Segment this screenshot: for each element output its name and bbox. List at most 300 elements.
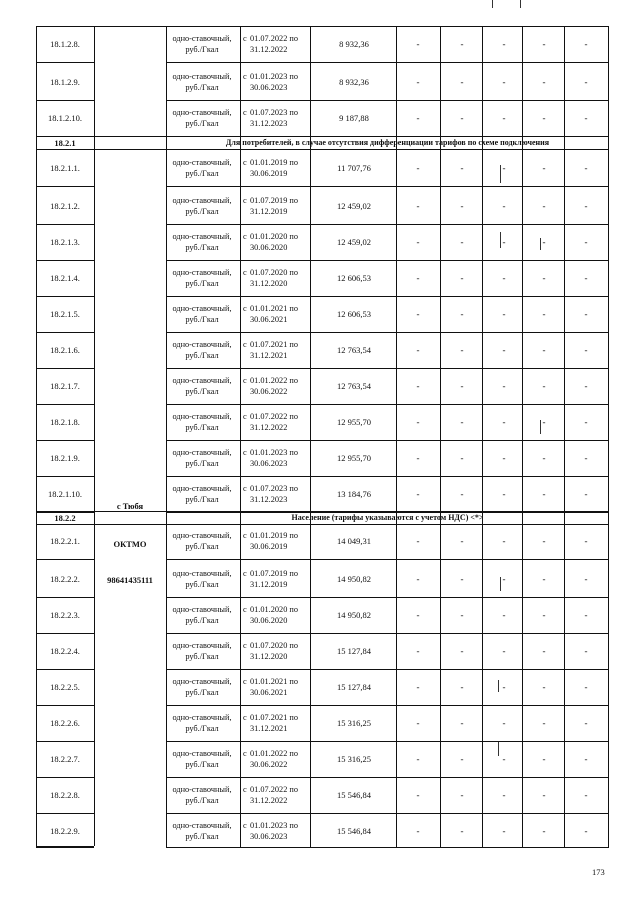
period-end: 30.06.2022 xyxy=(250,760,288,769)
period-start: 01.01.2023 по xyxy=(250,448,298,457)
tariff-unit-line: одно-ставочный, xyxy=(172,108,232,117)
period-line xyxy=(243,651,310,662)
period-line xyxy=(243,267,310,278)
empty-cell-dash: - xyxy=(542,646,546,656)
tariff-unit xyxy=(166,267,238,289)
period-line xyxy=(243,314,310,325)
tariff-period xyxy=(240,640,310,662)
row-rule xyxy=(166,559,608,560)
scan-mark xyxy=(500,165,501,183)
row-code: 18.2.2.2. xyxy=(50,574,80,584)
empty-cell-dash: - xyxy=(542,345,546,355)
period-line xyxy=(243,350,310,361)
empty-cell-dash: - xyxy=(416,718,420,728)
tariff-unit xyxy=(166,339,238,361)
period-line xyxy=(243,157,310,168)
period-start: 01.01.2023 по xyxy=(250,72,298,81)
empty-cell-dash: - xyxy=(460,536,464,546)
tariff-unit-line: руб./Гкал xyxy=(185,724,219,733)
row-rule xyxy=(36,777,94,778)
tariff-value: 12 459,02 xyxy=(337,201,371,211)
period-prefix: с xyxy=(243,569,247,578)
period-start: 01.01.2021 по xyxy=(250,677,298,686)
tariff-value: 14 950,82 xyxy=(337,610,371,620)
empty-cell-dash: - xyxy=(502,345,506,355)
empty-cell-dash: - xyxy=(460,163,464,173)
tariff-value: 15 546,84 xyxy=(337,826,371,836)
tariff-unit xyxy=(166,157,238,179)
period-line xyxy=(243,784,310,795)
period-line xyxy=(243,82,310,93)
row-code: 18.2.1.6. xyxy=(50,345,80,355)
period-line xyxy=(243,33,310,44)
empty-cell-dash: - xyxy=(502,754,506,764)
empty-cell-dash: - xyxy=(542,77,546,87)
empty-cell-dash: - xyxy=(584,453,588,463)
section-title: Для потребителей, в случае отсутствия дифференциации тарифов по схеме подключения xyxy=(225,138,550,147)
period-line xyxy=(243,604,310,615)
row-rule xyxy=(166,669,608,670)
row-code: 18.2.2.4. xyxy=(50,646,80,656)
tariff-unit xyxy=(166,33,238,55)
empty-cell-dash: - xyxy=(460,77,464,87)
empty-cell-dash: - xyxy=(584,489,588,499)
tariff-unit-line: одно-ставочный, xyxy=(172,569,232,578)
period-end: 30.06.2023 xyxy=(250,832,288,841)
period-line xyxy=(243,494,310,505)
tariff-unit xyxy=(166,712,238,734)
row-rule xyxy=(36,440,94,441)
row-code: 18.2.1.8. xyxy=(50,417,80,427)
tariff-period xyxy=(240,411,310,433)
period-start: 01.07.2022 по xyxy=(250,412,298,421)
empty-cell-dash: - xyxy=(542,381,546,391)
empty-cell-dash: - xyxy=(584,39,588,49)
empty-cell-dash: - xyxy=(542,113,546,123)
period-line xyxy=(243,687,310,698)
period-line xyxy=(243,530,310,541)
scan-mark xyxy=(500,232,501,248)
empty-cell-dash: - xyxy=(502,273,506,283)
empty-cell-dash: - xyxy=(416,826,420,836)
tariff-unit-line: одно-ставочный, xyxy=(172,713,232,722)
period-end: 30.06.2021 xyxy=(250,315,288,324)
empty-cell-dash: - xyxy=(416,574,420,584)
empty-cell-dash: - xyxy=(460,381,464,391)
tariff-unit-line: одно-ставочный, xyxy=(172,821,232,830)
period-prefix: с xyxy=(243,448,247,457)
column-rule xyxy=(608,26,609,136)
column-rule xyxy=(482,26,483,136)
period-line xyxy=(243,206,310,217)
tariff-period xyxy=(240,784,310,806)
tariff-unit-line: руб./Гкал xyxy=(185,652,219,661)
tariff-period xyxy=(240,71,310,93)
empty-cell-dash: - xyxy=(502,309,506,319)
empty-cell-dash: - xyxy=(502,201,506,211)
row-rule xyxy=(36,186,94,187)
period-line xyxy=(243,712,310,723)
empty-cell-dash: - xyxy=(502,163,506,173)
tariff-unit xyxy=(166,71,238,93)
period-end: 31.12.2023 xyxy=(250,119,288,128)
column-rule xyxy=(482,150,483,511)
tariff-period xyxy=(240,157,310,179)
empty-cell-dash: - xyxy=(584,381,588,391)
period-start: 01.07.2021 по xyxy=(250,713,298,722)
empty-cell-dash: - xyxy=(542,610,546,620)
row-rule xyxy=(166,404,608,405)
row-rule xyxy=(166,741,608,742)
row-code: 18.2.2.1. xyxy=(50,536,80,546)
empty-cell-dash: - xyxy=(416,309,420,319)
scan-mark xyxy=(498,742,499,756)
row-rule xyxy=(36,224,94,225)
tariff-unit-line: руб./Гкал xyxy=(185,542,219,551)
tariff-unit xyxy=(166,640,238,662)
tariff-period xyxy=(240,303,310,325)
row-rule xyxy=(36,476,94,477)
empty-cell-dash: - xyxy=(502,77,506,87)
row-rule xyxy=(36,332,94,333)
tariff-unit xyxy=(166,107,238,129)
tariff-unit xyxy=(166,568,238,590)
tariff-unit-line: одно-ставочный, xyxy=(172,785,232,794)
row-rule xyxy=(166,296,608,297)
empty-cell-dash: - xyxy=(542,237,546,247)
period-end: 31.12.2021 xyxy=(250,351,288,360)
column-rule xyxy=(440,150,441,511)
section-title: Население (тарифы указываются с учетом НДС) <*> xyxy=(291,513,484,522)
tariff-period xyxy=(240,447,310,469)
period-prefix: с xyxy=(243,108,247,117)
row-code: 18.2.1.7. xyxy=(50,381,80,391)
empty-cell-dash: - xyxy=(542,39,546,49)
period-start: 01.07.2022 по xyxy=(250,34,298,43)
empty-cell-dash: - xyxy=(416,489,420,499)
empty-cell-dash: - xyxy=(460,754,464,764)
period-prefix: с xyxy=(243,232,247,241)
period-start: 01.01.2019 по xyxy=(250,158,298,167)
empty-cell-dash: - xyxy=(502,718,506,728)
empty-cell-dash: - xyxy=(416,113,420,123)
empty-cell-dash: - xyxy=(542,536,546,546)
period-start: 01.07.2019 по xyxy=(250,569,298,578)
empty-cell-dash: - xyxy=(542,682,546,692)
empty-cell-dash: - xyxy=(460,345,464,355)
period-start: 01.07.2020 по xyxy=(250,268,298,277)
period-start: 01.07.2023 по xyxy=(250,108,298,117)
empty-cell-dash: - xyxy=(502,489,506,499)
row-rule xyxy=(36,813,94,814)
period-start: 01.01.2021 по xyxy=(250,304,298,313)
empty-cell-dash: - xyxy=(460,309,464,319)
tariff-period xyxy=(240,712,310,734)
period-line xyxy=(243,820,310,831)
tariff-unit-line: одно-ставочный, xyxy=(172,641,232,650)
empty-cell-dash: - xyxy=(416,201,420,211)
tariff-value: 15 127,84 xyxy=(337,646,371,656)
tariff-value: 12 606,53 xyxy=(337,273,371,283)
row-rule xyxy=(166,62,608,63)
period-end: 30.06.2020 xyxy=(250,616,288,625)
period-start: 01.01.2022 по xyxy=(250,376,298,385)
column-rule xyxy=(396,26,397,136)
tariff-unit-line: одно-ставочный, xyxy=(172,72,232,81)
row-rule xyxy=(166,440,608,441)
tariff-unit-line: одно-ставочный, xyxy=(172,412,232,421)
empty-cell-dash: - xyxy=(584,826,588,836)
period-prefix: с xyxy=(243,376,247,385)
column-rule xyxy=(564,523,565,846)
empty-cell-dash: - xyxy=(584,237,588,247)
empty-cell-dash: - xyxy=(416,610,420,620)
empty-cell-dash: - xyxy=(584,610,588,620)
tariff-unit xyxy=(166,530,238,552)
section-rule xyxy=(36,149,608,150)
period-prefix: с xyxy=(243,340,247,349)
period-line xyxy=(243,303,310,314)
tariff-unit-line: одно-ставочный, xyxy=(172,605,232,614)
period-line xyxy=(243,541,310,552)
row-rule xyxy=(166,705,608,706)
empty-cell-dash: - xyxy=(460,718,464,728)
row-rule xyxy=(36,559,94,560)
row-rule xyxy=(36,26,608,27)
row-rule xyxy=(36,100,94,101)
period-start: 01.01.2023 по xyxy=(250,821,298,830)
empty-cell-dash: - xyxy=(584,345,588,355)
tariff-period xyxy=(240,748,310,770)
tariff-unit-line: одно-ставочный, xyxy=(172,340,232,349)
tariff-value: 15 127,84 xyxy=(337,682,371,692)
row-code: 18.2.2.8. xyxy=(50,790,80,800)
page-number: 173 xyxy=(592,867,605,877)
empty-cell-dash: - xyxy=(460,682,464,692)
column-rule xyxy=(564,150,565,511)
column-rule xyxy=(440,523,441,846)
period-start: 01.07.2019 по xyxy=(250,196,298,205)
column-rule xyxy=(440,26,441,136)
tariff-unit xyxy=(166,820,238,842)
period-prefix: с xyxy=(243,785,247,794)
row-rule xyxy=(36,404,94,405)
column-rule xyxy=(396,150,397,511)
period-line xyxy=(243,107,310,118)
tariff-period xyxy=(240,339,310,361)
tariff-unit-line: одно-ставочный, xyxy=(172,232,232,241)
empty-cell-dash: - xyxy=(460,646,464,656)
tariff-unit-line: одно-ставочный, xyxy=(172,304,232,313)
empty-cell-dash: - xyxy=(460,39,464,49)
period-prefix: с xyxy=(243,196,247,205)
row-rule xyxy=(36,847,94,848)
period-line xyxy=(243,748,310,759)
period-start: 01.01.2019 по xyxy=(250,531,298,540)
empty-cell-dash: - xyxy=(460,610,464,620)
period-start: 01.01.2020 по xyxy=(250,605,298,614)
empty-cell-dash: - xyxy=(584,574,588,584)
period-prefix: с xyxy=(243,268,247,277)
period-prefix: с xyxy=(243,605,247,614)
period-start: 01.01.2020 по xyxy=(250,232,298,241)
period-end: 31.12.2022 xyxy=(250,796,288,805)
column-rule xyxy=(482,523,483,846)
period-prefix: с xyxy=(243,72,247,81)
empty-cell-dash: - xyxy=(542,417,546,427)
scan-mark xyxy=(492,0,493,8)
empty-cell-dash: - xyxy=(460,826,464,836)
empty-cell-dash: - xyxy=(460,113,464,123)
tariff-unit-line: руб./Гкал xyxy=(185,760,219,769)
column-rule xyxy=(564,26,565,136)
period-prefix: с xyxy=(243,821,247,830)
empty-cell-dash: - xyxy=(502,381,506,391)
empty-cell-dash: - xyxy=(584,113,588,123)
empty-cell-dash: - xyxy=(502,682,506,692)
empty-cell-dash: - xyxy=(584,754,588,764)
row-rule xyxy=(166,100,608,101)
period-line xyxy=(243,339,310,350)
scan-mark xyxy=(520,0,521,8)
tariff-period xyxy=(240,267,310,289)
empty-cell-dash: - xyxy=(416,682,420,692)
empty-cell-dash: - xyxy=(460,417,464,427)
tariff-unit-line: одно-ставочный, xyxy=(172,448,232,457)
tariff-value: 8 932,36 xyxy=(339,39,369,49)
tariff-value: 12 763,54 xyxy=(337,381,371,391)
tariff-unit-line: одно-ставочный, xyxy=(172,484,232,493)
empty-cell-dash: - xyxy=(502,113,506,123)
period-line xyxy=(243,118,310,129)
tariff-period xyxy=(240,107,310,129)
tariff-value: 12 955,70 xyxy=(337,453,371,463)
tariff-value: 12 606,53 xyxy=(337,309,371,319)
row-rule xyxy=(166,186,608,187)
tariff-unit-line: руб./Гкал xyxy=(185,688,219,697)
period-prefix: с xyxy=(243,304,247,313)
tariff-unit-line: руб./Гкал xyxy=(185,459,219,468)
row-rule xyxy=(36,741,94,742)
period-end: 30.06.2023 xyxy=(250,83,288,92)
period-line xyxy=(243,231,310,242)
tariff-unit-line: одно-ставочный, xyxy=(172,749,232,758)
period-line xyxy=(243,483,310,494)
period-end: 31.12.2022 xyxy=(250,423,288,432)
empty-cell-dash: - xyxy=(502,453,506,463)
row-rule xyxy=(166,476,608,477)
empty-cell-dash: - xyxy=(542,718,546,728)
row-code: 18.2.1.5. xyxy=(50,309,80,319)
period-end: 31.12.2022 xyxy=(250,45,288,54)
period-start: 01.07.2020 по xyxy=(250,641,298,650)
row-code: 18.2.2.5. xyxy=(50,682,80,692)
section-rule xyxy=(36,511,608,512)
tariff-unit-line: одно-ставочный, xyxy=(172,34,232,43)
row-rule xyxy=(36,633,94,634)
period-line xyxy=(243,386,310,397)
period-end: 30.06.2020 xyxy=(250,243,288,252)
row-rule xyxy=(36,846,94,847)
tariff-unit-line: руб./Гкал xyxy=(185,616,219,625)
empty-cell-dash: - xyxy=(542,574,546,584)
empty-cell-dash: - xyxy=(584,718,588,728)
row-rule xyxy=(36,368,94,369)
empty-cell-dash: - xyxy=(584,163,588,173)
row-rule xyxy=(166,332,608,333)
empty-cell-dash: - xyxy=(460,489,464,499)
period-line xyxy=(243,168,310,179)
period-start: 01.07.2021 по xyxy=(250,340,298,349)
scan-mark xyxy=(540,238,541,250)
tariff-period xyxy=(240,195,310,217)
period-prefix: с xyxy=(243,749,247,758)
section-rule xyxy=(36,524,608,525)
row-rule xyxy=(36,296,94,297)
period-line xyxy=(243,411,310,422)
period-line xyxy=(243,759,310,770)
row-code: 18.1.2.9. xyxy=(50,77,80,87)
empty-cell-dash: - xyxy=(502,417,506,427)
empty-cell-dash: - xyxy=(460,273,464,283)
row-code: 18.2.1.3. xyxy=(50,237,80,247)
tariff-period xyxy=(240,820,310,842)
oktmo-code: 98641435111 xyxy=(107,575,153,585)
column-rule xyxy=(608,150,609,511)
empty-cell-dash: - xyxy=(542,309,546,319)
tariff-unit xyxy=(166,676,238,698)
empty-cell-dash: - xyxy=(416,237,420,247)
tariff-period xyxy=(240,568,310,590)
period-end: 30.06.2022 xyxy=(250,387,288,396)
scan-mark xyxy=(498,680,499,692)
tariff-unit xyxy=(166,195,238,217)
column-rule xyxy=(310,26,311,136)
empty-cell-dash: - xyxy=(460,574,464,584)
tariff-unit xyxy=(166,483,238,505)
empty-cell-dash: - xyxy=(502,790,506,800)
empty-cell-dash: - xyxy=(502,39,506,49)
tariff-value: 15 316,25 xyxy=(337,754,371,764)
empty-cell-dash: - xyxy=(502,536,506,546)
period-end: 31.12.2019 xyxy=(250,580,288,589)
empty-cell-dash: - xyxy=(460,453,464,463)
row-rule xyxy=(166,813,608,814)
row-code: 18.2.2.3. xyxy=(50,610,80,620)
tariff-unit-line: руб./Гкал xyxy=(185,45,219,54)
period-line xyxy=(243,831,310,842)
tariff-value: 9 187,88 xyxy=(339,113,369,123)
tariff-value: 11 707,76 xyxy=(337,163,371,173)
row-rule xyxy=(36,669,94,670)
empty-cell-dash: - xyxy=(542,790,546,800)
tariff-unit-line: одно-ставочный, xyxy=(172,677,232,686)
empty-cell-dash: - xyxy=(502,646,506,656)
period-line xyxy=(243,615,310,626)
period-end: 31.12.2020 xyxy=(250,279,288,288)
period-prefix: с xyxy=(243,158,247,167)
period-line xyxy=(243,242,310,253)
empty-cell-dash: - xyxy=(542,273,546,283)
empty-cell-dash: - xyxy=(542,201,546,211)
empty-cell-dash: - xyxy=(584,790,588,800)
scan-mark xyxy=(540,420,541,434)
tariff-unit-line: одно-ставочный, xyxy=(172,376,232,385)
tariff-unit xyxy=(166,604,238,626)
period-line xyxy=(243,278,310,289)
empty-cell-dash: - xyxy=(502,574,506,584)
period-end: 30.06.2021 xyxy=(250,688,288,697)
